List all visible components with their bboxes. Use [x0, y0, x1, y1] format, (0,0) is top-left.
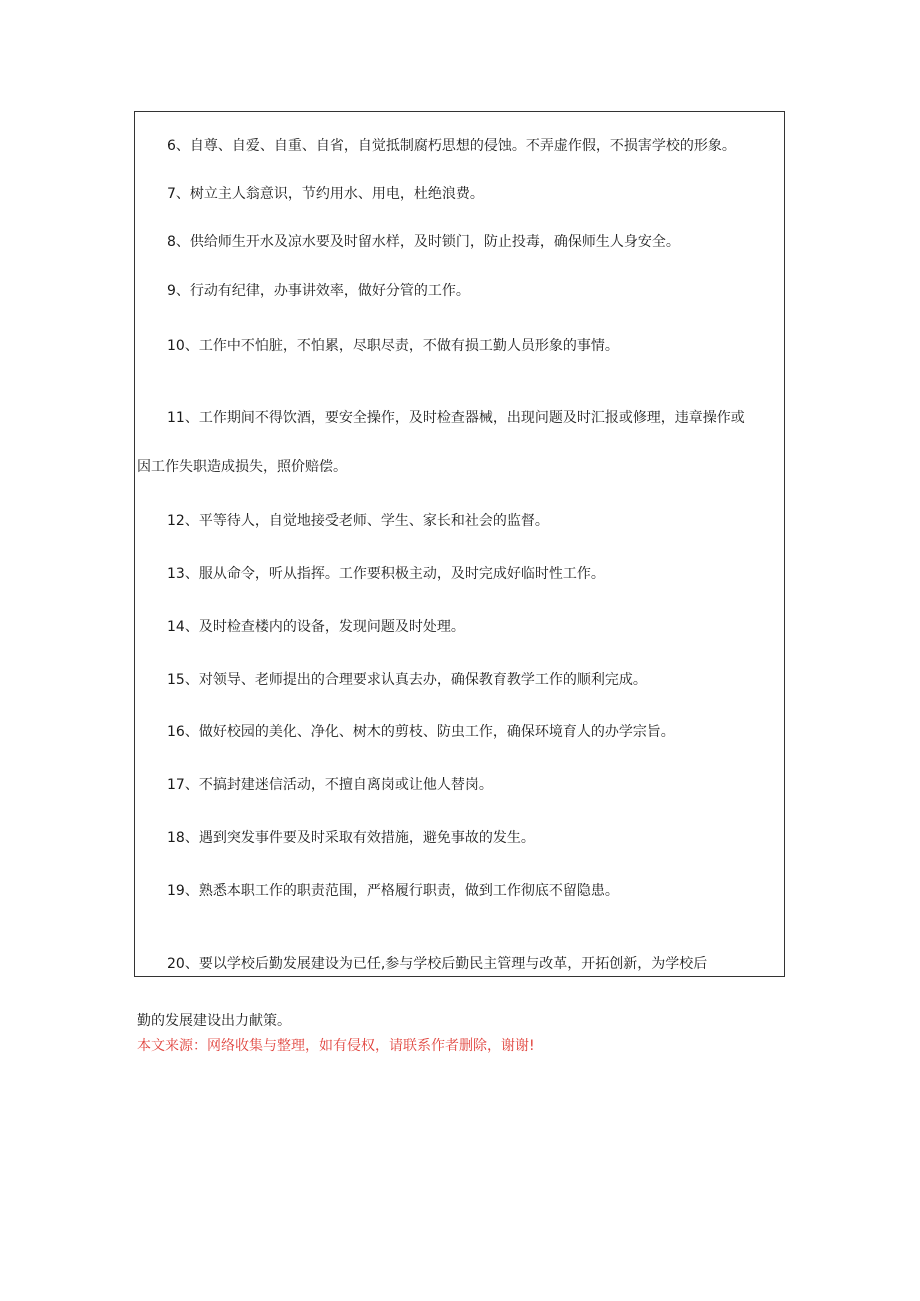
rule-item-19: 19、熟悉本职工作的职责范围，严格履行职责，做到工作彻底不留隐患。 — [167, 883, 619, 899]
rule-item-8: 8、供给师生开水及凉水要及时留水样，及时锁门，防止投毒，确保师生人身安全。 — [167, 234, 680, 250]
rule-item-13: 13、服从命令，听从指挥。工作要积极主动，及时完成好临时性工作。 — [167, 566, 605, 582]
rule-item-12: 12、平等待人，自觉地接受老师、学生、家长和社会的监督。 — [167, 513, 549, 529]
rule-item-17: 17、不搞封建迷信活动，不擅自离岗或让他人替岗。 — [167, 777, 493, 793]
rule-item-11-continued: 因工作失职造成损失，照价赔偿。 — [137, 459, 347, 475]
rule-item-15: 15、对领导、老师提出的合理要求认真去办，确保教育教学工作的顺利完成。 — [167, 672, 647, 688]
rule-item-9: 9、行动有纪律，办事讲效率，做好分管的工作。 — [167, 283, 470, 299]
rule-item-11: 11、工作期间不得饮酒，要安全操作，及时检查器械，出现问题及时汇报或修理，违章操作或 — [167, 410, 745, 426]
rule-item-10: 10、工作中不怕脏，不怕累，尽职尽责，不做有损工勤人员形象的事情。 — [167, 338, 619, 354]
rule-item-6: 6、自尊、自爱、自重、自省，自觉抵制腐朽思想的侵蚀。不弄虚作假，不损害学校的形象。 — [167, 138, 736, 154]
rule-item-20-continued: 勤的发展建设出力献策。 — [137, 1013, 291, 1029]
rule-item-18: 18、遇到突发事件要及时采取有效措施，避免事故的发生。 — [167, 830, 535, 846]
rule-item-14: 14、及时检查楼内的设备，发现问题及时处理。 — [167, 619, 465, 635]
rule-item-16: 16、做好校园的美化、净化、树木的剪枝、防虫工作，确保环境育人的办学宗旨。 — [167, 724, 675, 740]
rule-item-7: 7、树立主人翁意识，节约用水、用电，杜绝浪费。 — [167, 186, 484, 202]
rule-item-20: 20、要以学校后勤发展建设为已任,参与学校后勤民主管理与改革，开拓创新，为学校后 — [167, 956, 708, 972]
source-note: 本文来源：网络收集与整理，如有侵权，请联系作者删除，谢谢! — [137, 1038, 535, 1054]
